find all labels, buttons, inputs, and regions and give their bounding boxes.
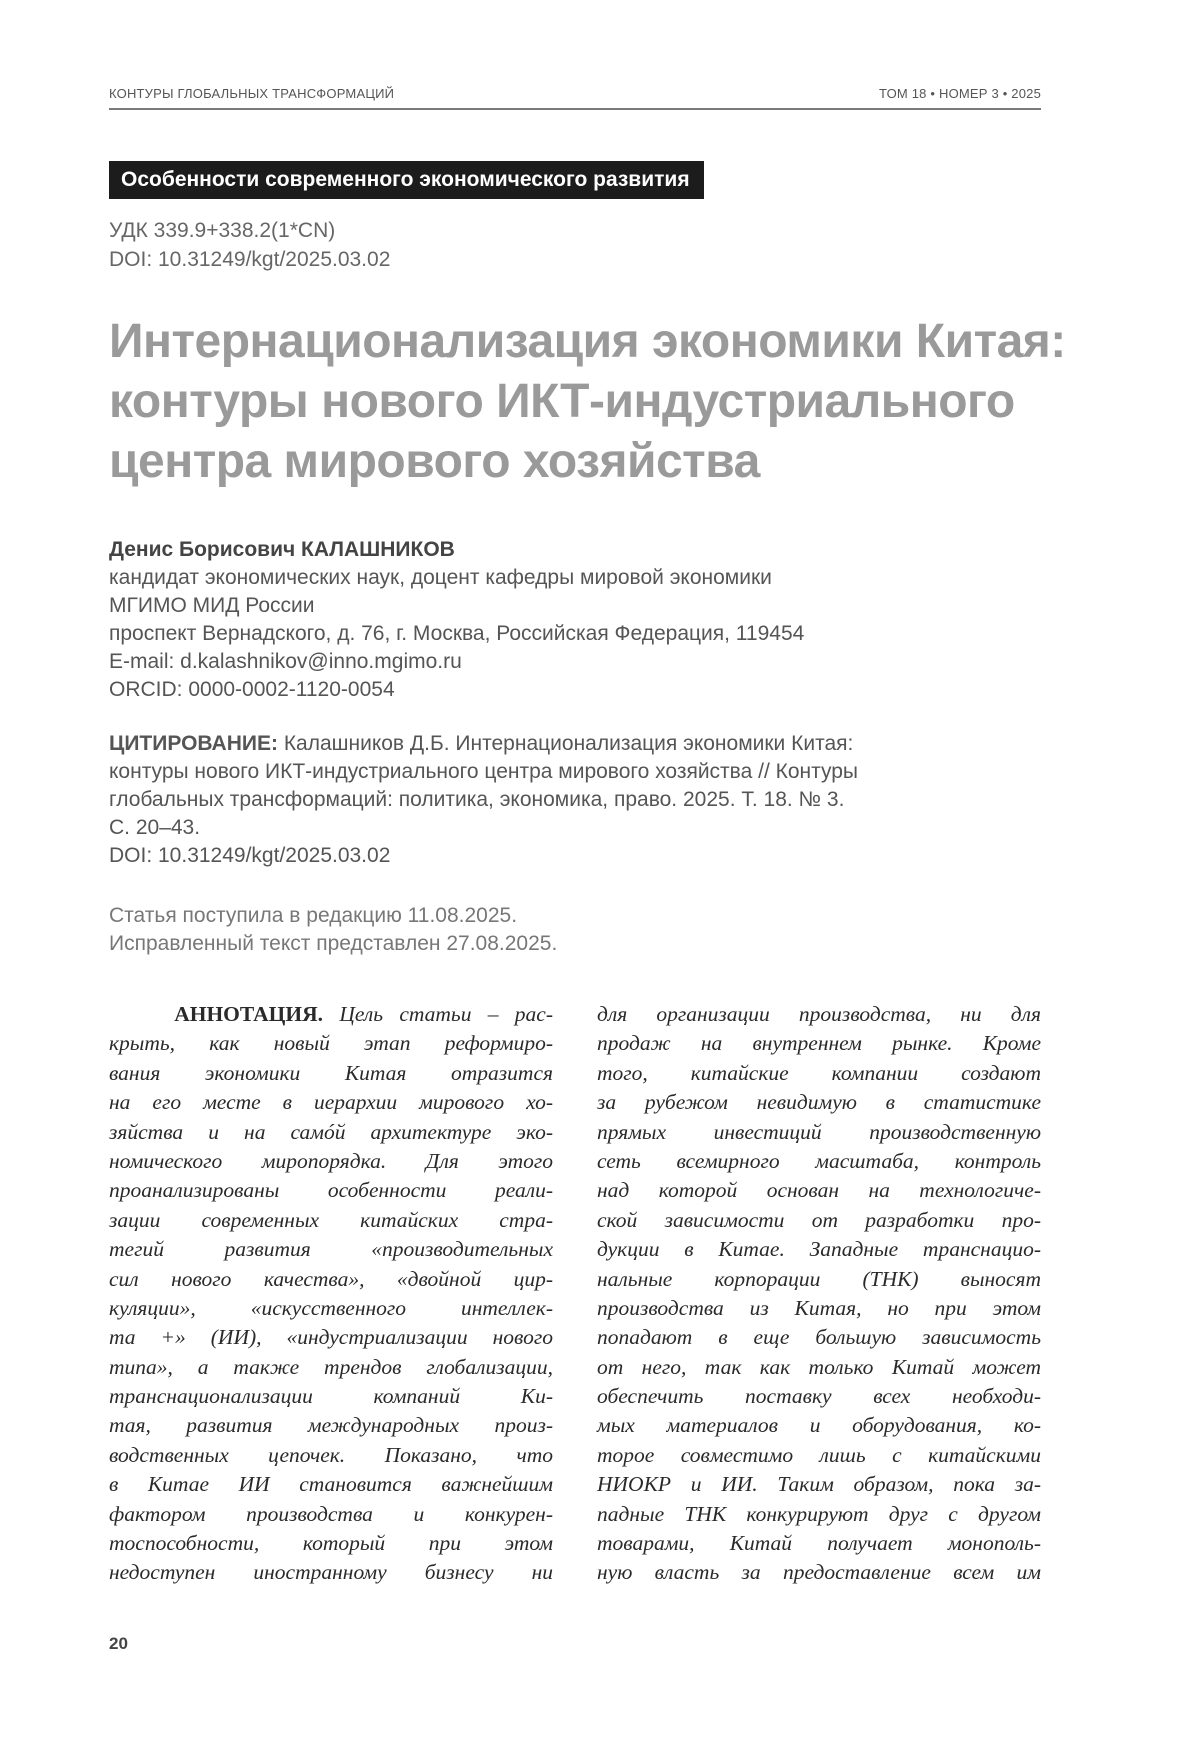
title-line: Интернационализация экономики Китая: bbox=[109, 315, 1066, 368]
udk-block bbox=[109, 216, 390, 274]
abstract-line: ской зависимости от разработки про- bbox=[597, 1207, 1041, 1232]
running-head bbox=[109, 84, 1041, 110]
doi: DOI: 10.31249/kgt/2025.03.02 bbox=[109, 248, 391, 271]
abstract-line: дукции в Китае. Западные транснацио- bbox=[597, 1237, 1041, 1262]
author-block bbox=[109, 536, 804, 704]
author-position: кандидат экономических наук, доцент кафедры мировой экономики bbox=[109, 566, 772, 589]
abstract-line: фактором производства и конкурен- bbox=[109, 1501, 553, 1526]
issue-info: ТОМ 18 • НОМЕР 3 • 2025 bbox=[879, 86, 1041, 101]
abstract-line: зации современных китайских стра- bbox=[109, 1207, 553, 1232]
author-orcid: ORCID: 0000-0002-1120-0054 bbox=[109, 678, 395, 701]
abstract-line: обеспечить поставку всех необходи- bbox=[597, 1384, 1041, 1409]
author-affiliation: МГИМО МИД России bbox=[109, 594, 315, 617]
citation-line: С. 20–43. bbox=[109, 816, 201, 839]
abstract-line: в Китае ИИ становится важнейшим bbox=[109, 1472, 553, 1497]
author-email[interactable]: E-mail: d.kalashnikov@inno.mgimo.ru bbox=[109, 650, 462, 673]
abstract-line: для организации производства, ни для bbox=[597, 1002, 1041, 1026]
title-line: контуры нового ИКТ-индустриального bbox=[109, 375, 1015, 428]
author-address: проспект Вернадского, д. 76, г. Москва, Российская Федерация, 119454 bbox=[109, 622, 805, 645]
abstract-line: зяйства и на самóй архитектуре эко- bbox=[109, 1119, 553, 1144]
citation-block bbox=[109, 730, 1009, 870]
abstract-line: тая, развития международных произ- bbox=[109, 1413, 553, 1438]
abstract-line: от него, так как только Китай может bbox=[597, 1354, 1041, 1379]
citation-doi: DOI: 10.31249/kgt/2025.03.02 bbox=[109, 844, 391, 867]
title-line: центра мирового хозяйства bbox=[109, 435, 760, 488]
abstract-line: попадают в еще большую зависимость bbox=[597, 1325, 1041, 1350]
abstract-line: сеть всемирного масштаба, контроль bbox=[597, 1148, 1041, 1173]
abstract-line: куляции», «искусственного интеллек- bbox=[109, 1295, 553, 1320]
abstract-line: номического миропорядка. Для этого bbox=[109, 1148, 553, 1173]
abstract-line: мых материалов и оборудования, ко- bbox=[597, 1413, 1041, 1438]
submitted-date: Статья поступила в редакцию 11.08.2025. bbox=[109, 904, 518, 927]
abstract-line: товарами, Китай получает монополь- bbox=[597, 1531, 1041, 1556]
abstract-line: над которой основан на технологиче- bbox=[597, 1178, 1041, 1203]
abstract-left-column bbox=[109, 1000, 553, 1588]
journal-name: КОНТУРЫ ГЛОБАЛЬНЫХ ТРАНСФОРМАЦИЙ bbox=[109, 86, 395, 101]
abstract-line: водственных цепочек. Показано, что bbox=[109, 1442, 553, 1467]
abstract-line: сил нового качества», «двойной цир- bbox=[109, 1266, 553, 1291]
abstract-line: тегий развития «производительных bbox=[109, 1237, 553, 1262]
abstract-line: торое совместимо лишь с китайскими bbox=[597, 1442, 1041, 1467]
abstract-line: тоспособности, который при этом bbox=[109, 1531, 553, 1556]
abstract-line: того, китайские компании создают bbox=[597, 1060, 1041, 1085]
citation-line: глобальных трансформаций: политика, экономика, право. 2025. Т. 18. № 3. bbox=[109, 788, 845, 811]
abstract-line: падные ТНК конкурируют друг с другом bbox=[597, 1501, 1041, 1526]
abstract-line: та +» (ИИ), «индустриализации нового bbox=[109, 1325, 553, 1350]
abstract-label: АННОТАЦИЯ. bbox=[174, 1002, 324, 1026]
abstract-line: транснационализации компаний Ки- bbox=[109, 1384, 553, 1409]
abstract-line: ную власть за предоставление всем им bbox=[597, 1560, 1041, 1585]
abstract-line: на его месте в иерархии мирового хо- bbox=[109, 1090, 553, 1115]
abstract-line: АННОТАЦИЯ. Цель статьи – рас- bbox=[174, 1002, 554, 1026]
abstract-line: типа», а также трендов глобализации, bbox=[109, 1354, 553, 1379]
received-dates bbox=[109, 902, 557, 958]
abstract-line: нальные корпорации (ТНК) выносят bbox=[597, 1266, 1041, 1291]
abstract-line: крыть, как новый этап реформиро- bbox=[109, 1031, 553, 1056]
citation-label: ЦИТИРОВАНИЕ: bbox=[109, 732, 278, 755]
udk-code: УДК 339.9+338.2(1*CN) bbox=[109, 219, 336, 242]
abstract-right-column bbox=[597, 1000, 1041, 1588]
abstract-line: прямых инвестиций производственную bbox=[597, 1119, 1041, 1144]
abstract-line: проанализированы особенности реали- bbox=[109, 1178, 553, 1203]
page-number: 20 bbox=[109, 1634, 128, 1653]
author-name: Денис Борисович КАЛАШНИКОВ bbox=[109, 538, 455, 561]
citation-text: Калашников Д.Б. Интернационализация экономики Китая: bbox=[283, 732, 854, 755]
abstract-line: за рубежом невидимую в статистике bbox=[597, 1090, 1041, 1115]
abstract-line: продаж на внутреннем рынке. Кроме bbox=[597, 1031, 1041, 1056]
revised-date: Исправленный текст представлен 27.08.2025. bbox=[109, 932, 558, 955]
abstract-line: недоступен иностранному бизнесу ни bbox=[109, 1560, 553, 1585]
abstract-line: производства из Китая, но при этом bbox=[597, 1295, 1041, 1320]
abstract-line: вания экономики Китая отразится bbox=[109, 1060, 553, 1085]
article-title bbox=[109, 312, 1069, 492]
citation-line bbox=[109, 730, 1009, 758]
section-label: Особенности современного экономического развития bbox=[109, 161, 704, 199]
abstract-line: НИОКР и ИИ. Таким образом, пока за- bbox=[597, 1472, 1041, 1497]
citation-line: контуры нового ИКТ-индустриального центра мирового хозяйства // Контуры bbox=[109, 760, 859, 783]
